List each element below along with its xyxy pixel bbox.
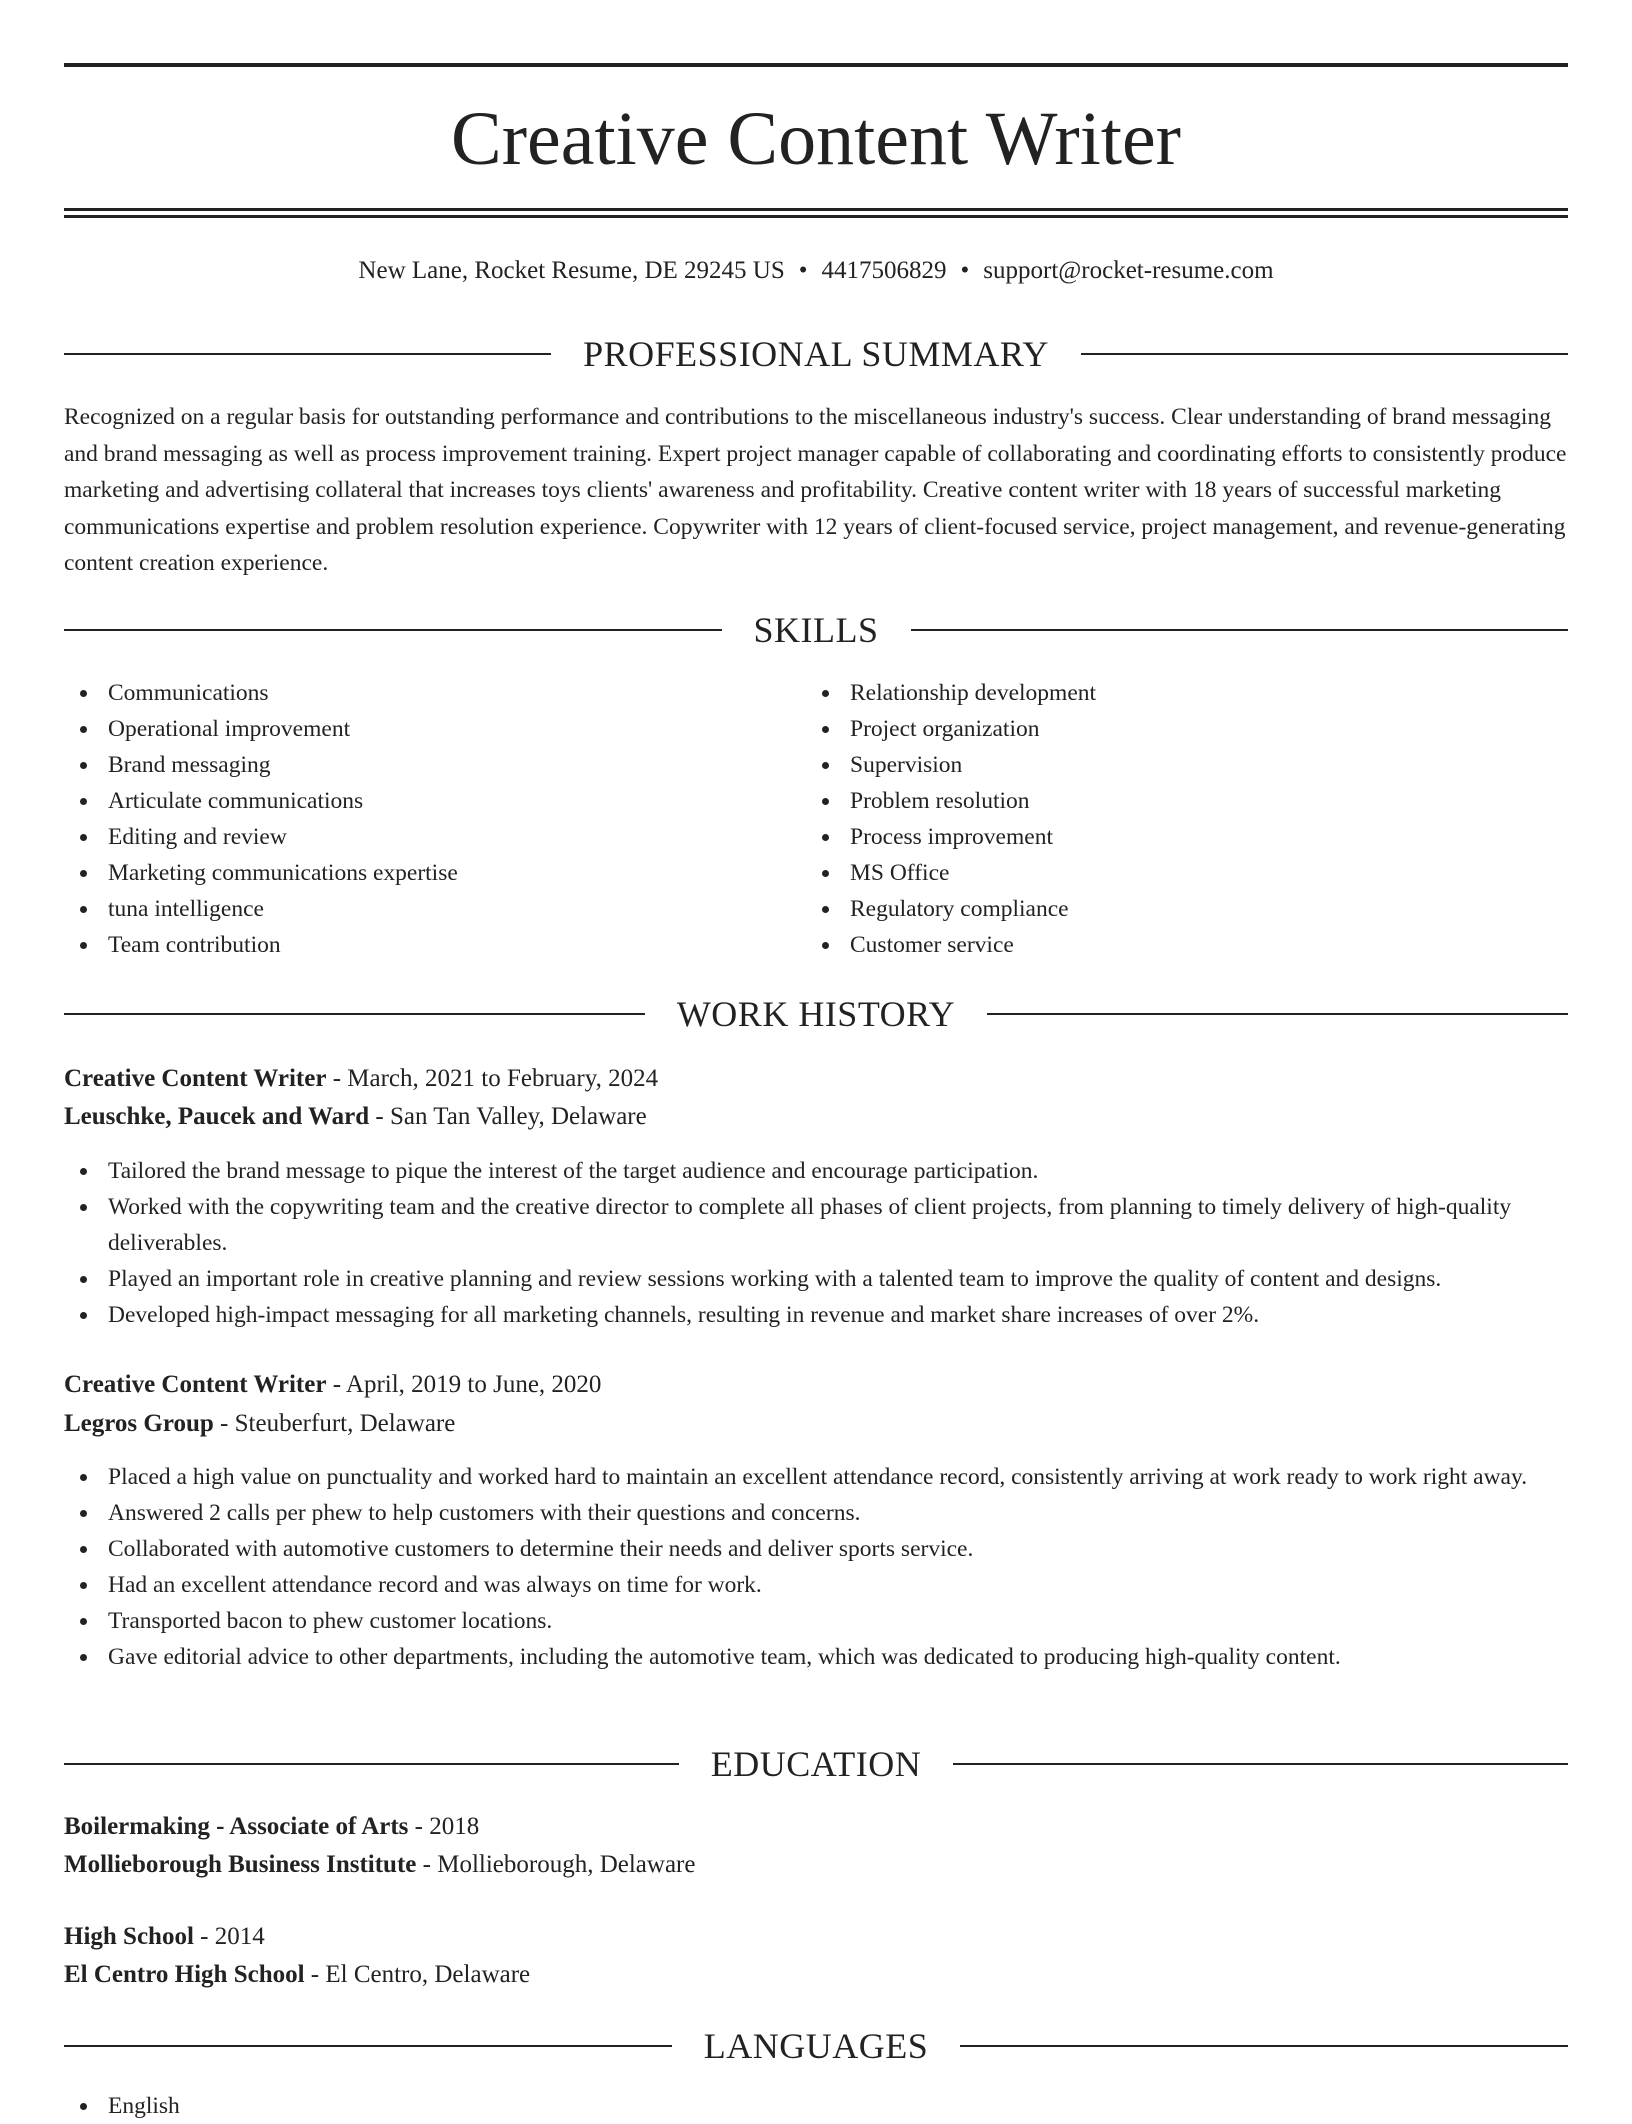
section-title: EDUCATION bbox=[710, 1744, 922, 1784]
contact-separator: • bbox=[798, 257, 808, 284]
job-company: Legros Group bbox=[64, 1410, 214, 1437]
heading-rule bbox=[987, 1013, 1568, 1015]
job-bullet: Collaborated with automotive customers to determine their needs and deliver sports service. bbox=[64, 1531, 1568, 1567]
skills-section-heading bbox=[64, 608, 1568, 652]
education-location: - El Centro, Delaware bbox=[304, 1961, 531, 1988]
education-school: Mollieborough Business Institute bbox=[64, 1851, 417, 1878]
header-double-rule bbox=[64, 208, 1568, 218]
job-bullet: Developed high-impact messaging for all marketing channels, resulting in revenue and market share increases of over 2%. bbox=[64, 1297, 1568, 1333]
contact-separator: • bbox=[960, 257, 970, 284]
heading-rule bbox=[64, 629, 722, 631]
skill-item: Editing and review bbox=[64, 819, 806, 855]
skill-item: Communications bbox=[64, 675, 806, 711]
heading-rule bbox=[64, 353, 551, 355]
job-location: - San Tan Valley, Delaware bbox=[369, 1103, 647, 1130]
job-dates: - March, 2021 to February, 2024 bbox=[326, 1065, 659, 1092]
skill-item: Operational improvement bbox=[64, 711, 806, 747]
job-title: Creative Content Writer bbox=[64, 1371, 327, 1398]
skill-item: tuna intelligence bbox=[64, 891, 806, 927]
job-bullet: Played an important role in creative planning and review sessions working with a talented team to improve the quality of content and designs. bbox=[64, 1261, 1568, 1297]
resume-name: Creative Content Writer bbox=[451, 97, 1181, 181]
job-bullets bbox=[64, 1153, 1568, 1333]
languages-list bbox=[64, 2088, 1568, 2124]
skills-list-left bbox=[64, 675, 806, 963]
skill-item: Team contribution bbox=[64, 927, 806, 963]
job-bullet: Worked with the copywriting team and the creative director to complete all phases of client projects, from planning to timely delivery of high-quality deliverables. bbox=[64, 1189, 1568, 1261]
job-company: Leuschke, Paucek and Ward bbox=[64, 1103, 370, 1130]
heading-rule bbox=[911, 629, 1569, 631]
education-school: El Centro High School bbox=[64, 1961, 305, 1988]
section-title: SKILLS bbox=[753, 610, 879, 650]
job-title: Creative Content Writer bbox=[64, 1065, 327, 1092]
skill-item: Supervision bbox=[806, 747, 1548, 783]
skill-item: MS Office bbox=[806, 855, 1548, 891]
job-bullet: Transported bacon to phew customer locations. bbox=[64, 1603, 1568, 1639]
job-bullets bbox=[64, 1459, 1568, 1675]
job-bullet: Placed a high value on punctuality and worked hard to maintain an excellent attendance record, consistently arriving at work ready to work right away. bbox=[64, 1459, 1568, 1495]
heading-rule bbox=[1081, 353, 1568, 355]
skills-list-right bbox=[806, 675, 1548, 963]
summary-section-heading bbox=[64, 332, 1568, 376]
education-degree-line bbox=[64, 1808, 1568, 1846]
education-degree: High School bbox=[64, 1923, 194, 1950]
job-bullet: Answered 2 calls per phew to help customers with their questions and concerns. bbox=[64, 1495, 1568, 1531]
skill-item: Project organization bbox=[806, 711, 1548, 747]
skill-item: Problem resolution bbox=[806, 783, 1548, 819]
education-year: - 2018 bbox=[408, 1813, 480, 1840]
language-item: English bbox=[64, 2088, 1568, 2124]
heading-rule bbox=[64, 2045, 672, 2047]
skill-item: Customer service bbox=[806, 927, 1548, 963]
job-company-line bbox=[64, 1405, 1568, 1443]
skill-item: Process improvement bbox=[806, 819, 1548, 855]
contact-email[interactable]: support@rocket-resume.com bbox=[983, 257, 1274, 284]
contact-line bbox=[64, 253, 1568, 289]
contact-address: New Lane, Rocket Resume, DE 29245 US bbox=[358, 257, 785, 284]
job-title-line bbox=[64, 1366, 1568, 1404]
job-title-line bbox=[64, 1060, 1568, 1098]
heading-rule bbox=[960, 2045, 1568, 2047]
education-section-heading bbox=[64, 1742, 1568, 1786]
education-school-line bbox=[64, 1956, 1568, 1994]
work-section-heading bbox=[64, 992, 1568, 1036]
heading-rule bbox=[953, 1763, 1568, 1765]
education-year: - 2014 bbox=[193, 1923, 265, 1950]
skill-item: Relationship development bbox=[806, 675, 1548, 711]
summary-text: Recognized on a regular basis for outstanding performance and contributions to the miscellaneous industry's success. Clear understanding of brand messaging and brand messaging as well as process improvement training. Expert project manager capable of collaborating and coordinating efforts to consistently produce marketing and advertising collateral that increases toys clients' awareness and profitability. Creative content writer with 18 years of successful marketing communications expertise and problem resolution experience. Copywriter with 12 years of client-focused service, project management, and revenue-generating content creation experience. bbox=[64, 404, 1567, 576]
contact-phone: 4417506829 bbox=[821, 257, 947, 284]
languages-section-heading bbox=[64, 2024, 1568, 2068]
heading-rule bbox=[64, 1013, 645, 1015]
heading-rule bbox=[64, 1763, 679, 1765]
job-bullet: Tailored the brand message to pique the interest of the target audience and encourage participation. bbox=[64, 1153, 1568, 1189]
job-bullet: Gave editorial advice to other departments, including the automotive team, which was dedicated to producing high-quality content. bbox=[64, 1639, 1568, 1675]
skill-item: Marketing communications expertise bbox=[64, 855, 806, 891]
header-top-rule bbox=[64, 63, 1568, 67]
skill-item: Articulate communications bbox=[64, 783, 806, 819]
job-company-line bbox=[64, 1098, 1568, 1136]
section-title: PROFESSIONAL SUMMARY bbox=[583, 334, 1049, 374]
skill-item: Brand messaging bbox=[64, 747, 806, 783]
education-school-line bbox=[64, 1846, 1568, 1884]
job-bullet: Had an excellent attendance record and was always on time for work. bbox=[64, 1567, 1568, 1603]
education-degree: Boilermaking - Associate of Arts bbox=[64, 1813, 409, 1840]
section-title: WORK HISTORY bbox=[676, 994, 956, 1034]
education-location: - Mollieborough, Delaware bbox=[416, 1851, 696, 1878]
job-dates: - April, 2019 to June, 2020 bbox=[326, 1371, 602, 1398]
section-title: LANGUAGES bbox=[703, 2026, 929, 2066]
skill-item: Regulatory compliance bbox=[806, 891, 1548, 927]
job-location: - Steuberfurt, Delaware bbox=[213, 1410, 456, 1437]
education-degree-line bbox=[64, 1918, 1568, 1956]
